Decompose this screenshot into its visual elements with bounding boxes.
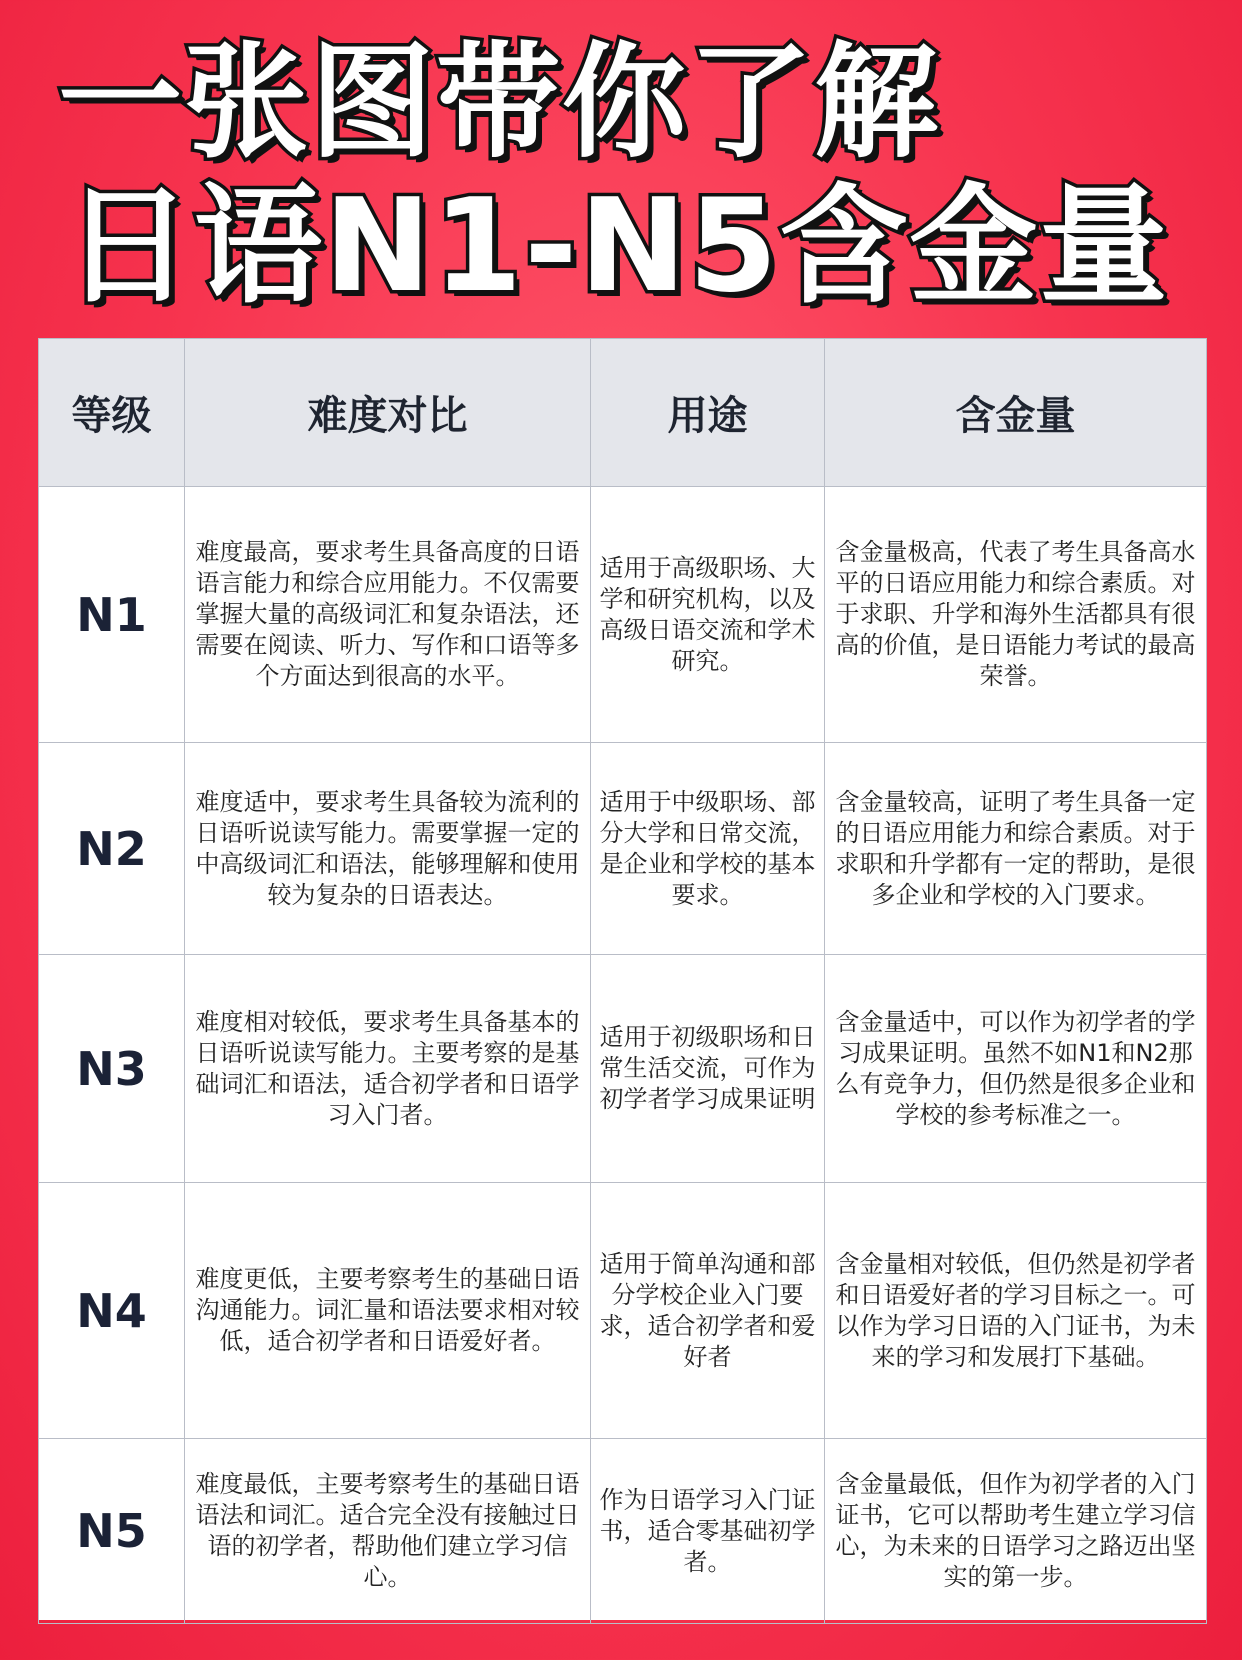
- jlpt-comparison-table: [38, 338, 1206, 1620]
- usage-cell: 适用于简单沟通和部分学校企业入门要求，适合初学者和爱好者: [591, 1183, 825, 1439]
- usage-cell: 适用于初级职场和日常生活交流，可作为初学者学习成果证明: [591, 955, 825, 1183]
- table-row: [39, 1439, 1207, 1624]
- value-cell: 含金量相对较低，但仍然是初学者和日语爱好者的学习目标之一。可以作为学习日语的入门证书，为未来的学习和发展打下基础。: [825, 1183, 1207, 1439]
- header-difficulty: 难度对比: [185, 339, 591, 487]
- level-cell: N1: [39, 487, 185, 743]
- level-cell: N3: [39, 955, 185, 1183]
- header-value: 含金量: [825, 339, 1207, 487]
- header-level: 等级: [39, 339, 185, 487]
- level-cell: N5: [39, 1439, 185, 1624]
- usage-cell: 适用于高级职场、大学和研究机构，以及高级日语交流和学术研究。: [591, 487, 825, 743]
- table-row: [39, 487, 1207, 743]
- difficulty-cell: 难度适中，要求考生具备较为流利的日语听说读写能力。需要掌握一定的中高级词汇和语法，能够理解和使用较为复杂的日语表达。: [185, 743, 591, 955]
- difficulty-cell: 难度相对较低，要求考生具备基本的日语听说读写能力。主要考察的是基础词汇和语法，适合初学者和日语学习入门者。: [185, 955, 591, 1183]
- level-cell: N4: [39, 1183, 185, 1439]
- difficulty-cell: 难度最高，要求考生具备高度的日语语言能力和综合应用能力。不仅需要掌握大量的高级词汇和复杂语法，还需要在阅读、听力、写作和口语等多个方面达到很高的水平。: [185, 487, 591, 743]
- table-row: [39, 743, 1207, 955]
- difficulty-cell: 难度更低，主要考察考生的基础日语沟通能力。词汇量和语法要求相对较低，适合初学者和日语爱好者。: [185, 1183, 591, 1439]
- difficulty-cell: 难度最低，主要考察考生的基础日语语法和词汇。适合完全没有接触过日语的初学者，帮助他们建立学习信心。: [185, 1439, 591, 1624]
- table-row: [39, 955, 1207, 1183]
- value-cell: 含金量较高，证明了考生具备一定的日语应用能力和综合素质。对于求职和升学都有一定的帮助，是很多企业和学校的入门要求。: [825, 743, 1207, 955]
- usage-cell: 适用于中级职场、部分大学和日常交流，是企业和学校的基本要求。: [591, 743, 825, 955]
- title-line-1: 一张图带你了解: [58, 31, 941, 175]
- value-cell: 含金量最低，但作为初学者的入门证书，它可以帮助考生建立学习信心，为未来的日语学习之路迈出坚实的第一步。: [825, 1439, 1207, 1624]
- header-usage: 用途: [591, 339, 825, 487]
- table-row: [39, 1183, 1207, 1439]
- value-cell: 含金量适中，可以作为初学者的学习成果证明。虽然不如N1和N2那么有竞争力，但仍然是很多企业和学校的参考标准之一。: [825, 955, 1207, 1183]
- title-line-2: 日语N1-N5含金量: [64, 172, 1170, 321]
- value-cell: 含金量极高，代表了考生具备高水平的日语应用能力和综合素质。对于求职、升学和海外生活都具有很高的价值，是日语能力考试的最高荣誉。: [825, 487, 1207, 743]
- level-cell: N2: [39, 743, 185, 955]
- usage-cell: 作为日语学习入门证书，适合零基础初学者。: [591, 1439, 825, 1624]
